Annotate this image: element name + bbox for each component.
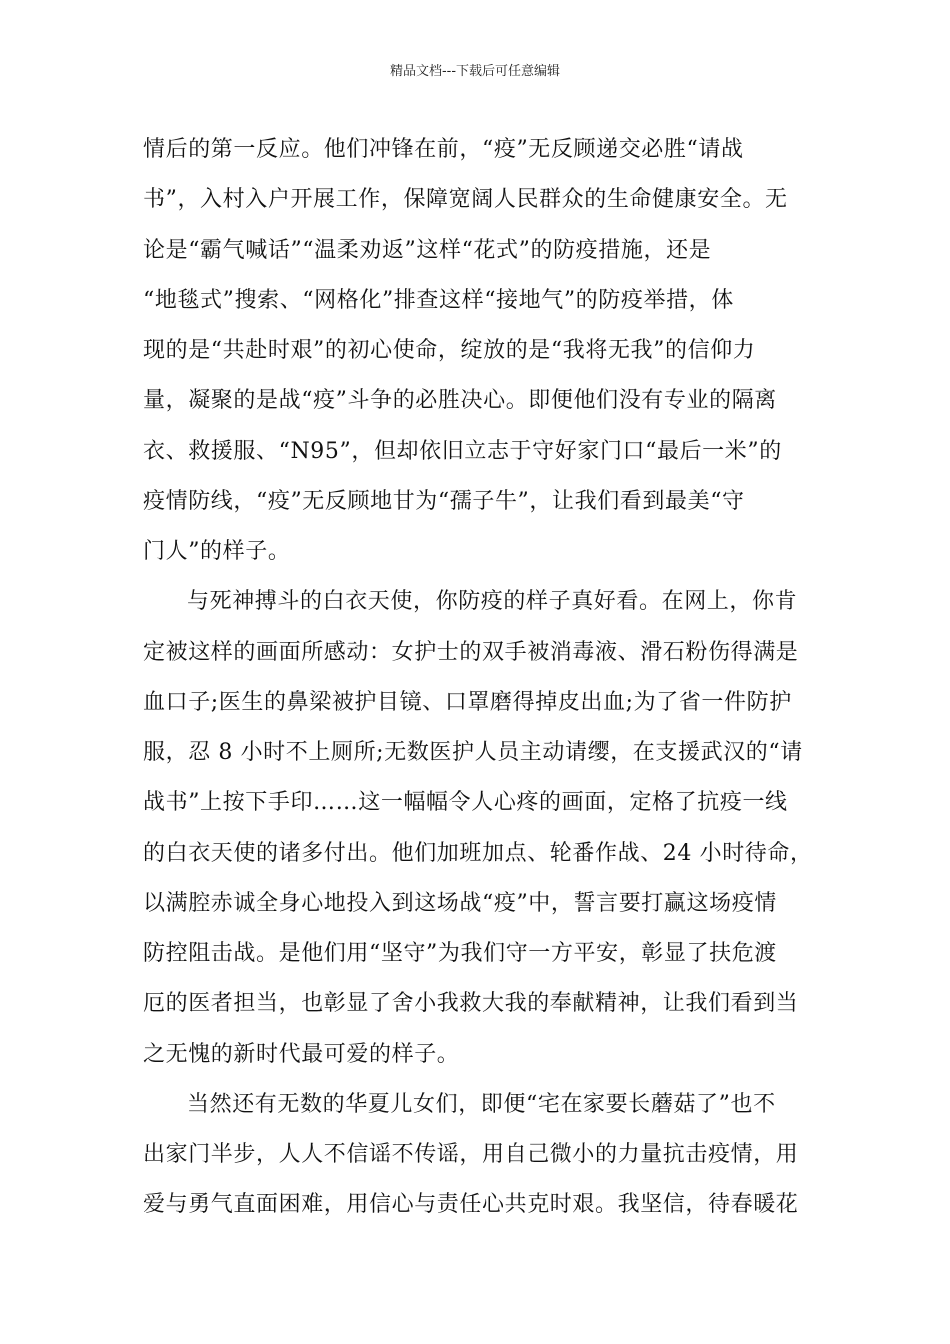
text-line: 情后的第一反应。他们冲锋在前，“疫”无反顾递交必胜“请战 [143,137,744,162]
text-line: 书”，入村入户开展工作，保障宽阔人民群众的生命健康安全。无 [143,187,788,213]
page-header: 精品文档---下载后可任意编辑 [389,64,561,79]
text-line: 衣、救援服、“N95”，但却依旧立志于守好家门口“最后一米”的 [143,438,782,464]
text-line: 防控阻击战。是他们用“坚守”为我们守一方平安，彰显了扶危渡 [143,941,777,966]
text-line: 服，忍 8 小时不上厕所;无数医护人员主动请缨，在支援武汉的“请 [143,740,803,765]
text-line: 现的是“共赴时艰”的初心使命，绽放的是“我将无我”的信仰力 [143,338,756,363]
text-line: 疫情防线，“疫”无反顾地甘为“孺子牛”，让我们看到最美“守 [143,488,745,514]
text-line: 论是“霸气喊话”“温柔劝返”这样“花式”的防疫措施，还是 [143,237,712,263]
paragraph-1 [143,125,807,577]
text-line: 量，凝聚的是战“疫”斗争的必胜决心。即便他们没有专业的隔离 [143,388,777,414]
text-line: 的白衣天使的诸多付出。他们加班加点、轮番作战、24 小时待命， [143,840,813,866]
text-line: “地毯式”搜索、“网格化”排查这样“接地气”的防疫举措，体 [143,287,734,313]
paragraph-3 [143,1080,807,1231]
text-line: 当然还有无数的华夏儿女们，即便“宅在家要长蘑菇了”也不 [187,1091,776,1117]
text-line: 厄的医者担当，也彰显了舍小我救大我的奉献精神，让我们看到当 [143,991,799,1017]
text-line: 与死神搏斗的白衣天使，你防疫的样子真好看。在网上，你肯 [187,589,798,615]
document-body [143,125,813,1231]
text-line: 血口子;医生的鼻梁被护目镜、口罩磨得掉皮出血;为了省一件防护 [143,689,792,715]
text-line: 门人”的样子。 [143,539,291,564]
text-line: 以满腔赤诚全身心地投入到这场战“疫”中，誓言要打赢这场疫情 [143,890,777,916]
text-line: 定被这样的画面所感动：女护士的双手被消毒液、滑石粉伤得满是 [143,639,799,665]
text-line: 出家门半步，人人不信谣不传谣，用自己微小的力量抗击疫情，用 [143,1142,799,1167]
text-line: 之无愧的新时代最可爱的样子。 [143,1041,460,1067]
paragraph-2 [143,577,813,1080]
text-line: 爱与勇气直面困难，用信心与责任心共克时艰。我坚信，待春暖花 [143,1192,799,1218]
text-line: 战书”上按下手印……这一幅幅令人心疼的画面，定格了抗疫一线 [143,790,788,816]
